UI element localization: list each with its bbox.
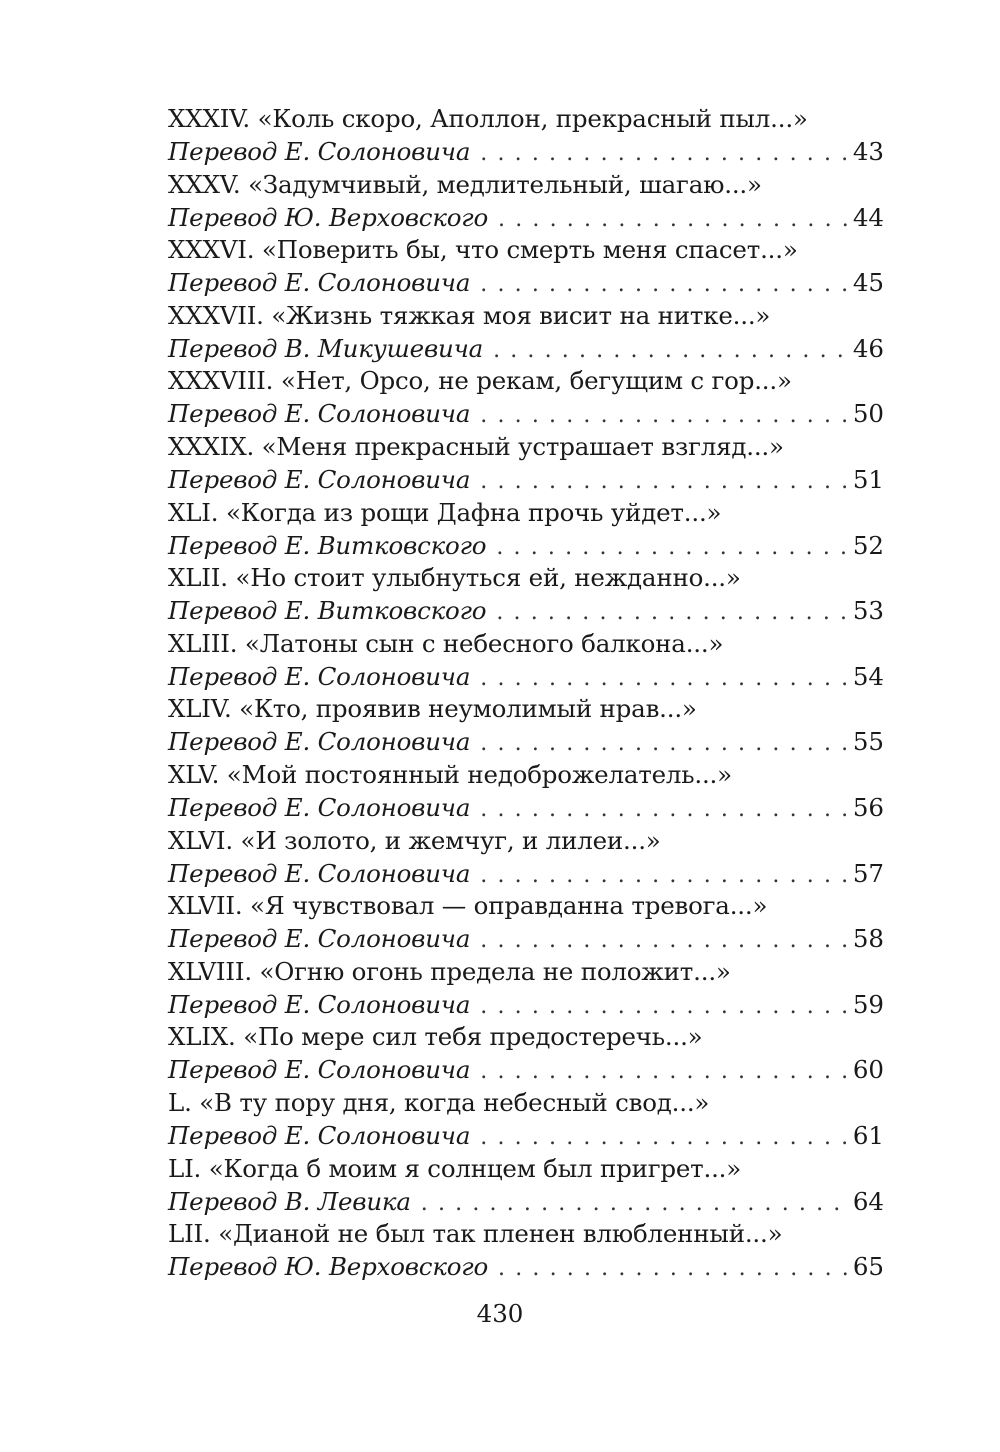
toc-entry <box>168 234 884 300</box>
translator-line <box>168 1053 884 1086</box>
table-of-contents <box>168 103 884 1284</box>
dot-leader <box>480 399 847 432</box>
translator-name: Перевод Е. Витковского <box>168 596 487 626</box>
toc-entry <box>168 103 884 169</box>
poem-title: XLI. «Когда из рощи Дафна прочь уйдет...» <box>168 497 722 527</box>
entry-page-number: 56 <box>852 792 884 822</box>
poem-title: XXXIV. «Коль скоро, Аполлон, прекрасный пыл...» <box>168 104 808 133</box>
translator-name: Перевод Е. Солоновича <box>168 399 471 429</box>
dot-leader <box>421 1187 847 1220</box>
translator-line <box>168 201 884 234</box>
poem-title: XXXVII. «Жизнь тяжкая моя висит на нитке...» <box>168 300 771 330</box>
translator-name: Перевод Е. Солоновича <box>168 989 471 1019</box>
dot-leader <box>498 1252 847 1285</box>
entry-page-number: 44 <box>852 202 884 232</box>
entry-page-number: 58 <box>852 924 884 954</box>
translator-name: Перевод Е. Солоновича <box>168 858 471 888</box>
translator-line <box>168 988 884 1021</box>
toc-entry <box>168 1153 884 1219</box>
entry-page-number: 55 <box>852 727 884 757</box>
translator-name: Перевод Е. Солоновича <box>168 1120 471 1150</box>
poem-title: XLIX. «По мере сил тебя предостеречь...» <box>168 1022 703 1052</box>
translator-line <box>168 266 884 299</box>
toc-entry <box>168 300 884 366</box>
translator-name: Перевод Ю. Верховского <box>168 1252 489 1282</box>
translator-line <box>168 791 884 824</box>
entry-page-number: 52 <box>852 530 884 560</box>
translator-line <box>168 1119 884 1152</box>
poem-title: LI. «Когда б моим я солнцем был пригрет...» <box>168 1153 742 1183</box>
toc-entry <box>168 431 884 497</box>
poem-title: XLVI. «И золото, и жемчуг, и лилеи...» <box>168 825 661 855</box>
entry-page-number: 64 <box>852 1186 884 1216</box>
poem-title: L. «В ту пору дня, когда небесный свод...» <box>168 1087 710 1117</box>
dot-leader <box>480 465 847 498</box>
dot-leader <box>496 531 846 564</box>
translator-line <box>168 529 884 562</box>
poem-title: XXXIX. «Меня прекрасный устрашает взгляд...» <box>168 431 784 461</box>
entry-page-number: 46 <box>852 333 884 363</box>
entry-page-number: 57 <box>852 858 884 888</box>
translator-name: Перевод Ю. Верховского <box>168 202 489 232</box>
dot-leader <box>480 1121 847 1154</box>
dot-leader <box>480 662 847 695</box>
dot-leader <box>480 990 847 1023</box>
poem-title: LII. «Дианой не был так пленен влюбленный...» <box>168 1219 783 1249</box>
entry-page-number: 53 <box>852 596 884 626</box>
toc-entry <box>168 1218 884 1284</box>
toc-entry <box>168 759 884 825</box>
poem-title: XXXVI. «Поверить бы, что смерть меня спасет...» <box>168 235 798 265</box>
translator-name: Перевод Е. Солоновича <box>168 661 471 691</box>
poem-title: XLIII. «Латоны сын с небесного балкона...» <box>168 628 724 658</box>
translator-line <box>168 135 884 168</box>
translator-line <box>168 660 884 693</box>
translator-name: Перевод Е. Солоновича <box>168 268 471 298</box>
translator-line <box>168 397 884 430</box>
entry-page-number: 60 <box>852 1055 884 1085</box>
dot-leader <box>498 203 847 236</box>
toc-entry <box>168 497 884 563</box>
translator-line <box>168 463 884 496</box>
dot-leader <box>493 334 847 367</box>
poem-title: XXXV. «Задумчивый, медлительный, шагаю...» <box>168 169 762 199</box>
entry-page-number: 51 <box>852 464 884 494</box>
entry-page-number: 61 <box>852 1120 884 1150</box>
dot-leader <box>480 268 847 301</box>
toc-entry <box>168 956 884 1022</box>
toc-entry <box>168 1087 884 1153</box>
entry-page-number: 43 <box>852 137 884 166</box>
dot-leader <box>480 793 847 826</box>
translator-name: Перевод В. Микушевича <box>168 333 484 363</box>
translator-name: Перевод Е. Солоновича <box>168 1055 471 1085</box>
poem-title: XXXVIII. «Нет, Орсо, не рекам, бегущим с гор...» <box>168 366 792 396</box>
toc-entry <box>168 365 884 431</box>
translator-line <box>168 1250 884 1283</box>
entry-page-number: 45 <box>852 268 884 298</box>
dot-leader <box>480 859 847 892</box>
entry-page-number: 54 <box>852 661 884 691</box>
toc-entry <box>168 562 884 628</box>
translator-line <box>168 594 884 627</box>
poem-title: XLVIII. «Огню огонь предела не положит...» <box>168 956 731 986</box>
dot-leader <box>480 727 847 760</box>
translator-line <box>168 857 884 890</box>
toc-entry <box>168 890 884 956</box>
dot-leader <box>480 1055 847 1088</box>
entry-page-number: 65 <box>852 1252 884 1282</box>
poem-title: XLII. «Но стоит улыбнуться ей, нежданно...» <box>168 563 741 593</box>
translator-name: Перевод Е. Витковского <box>168 530 487 560</box>
translator-name: Перевод Е. Солоновича <box>168 137 471 166</box>
dot-leader <box>496 596 846 629</box>
poem-title: XLIV. «Кто, проявив неумолимый нрав...» <box>168 694 697 724</box>
poem-title: XLV. «Мой постоянный недоброжелатель...» <box>168 759 732 789</box>
toc-entry <box>168 1021 884 1087</box>
toc-entry <box>168 628 884 694</box>
translator-line <box>168 922 884 955</box>
poem-title: XLVII. «Я чувствовал — оправданна тревога...» <box>168 891 768 921</box>
translator-name: Перевод Е. Солоновича <box>168 727 471 757</box>
translator-name: Перевод Е. Солоновича <box>168 464 471 494</box>
toc-entry <box>168 169 884 235</box>
translator-line <box>168 725 884 758</box>
dot-leader <box>480 137 847 170</box>
translator-line <box>168 332 884 365</box>
translator-name: Перевод В. Левика <box>168 1186 411 1216</box>
translator-name: Перевод Е. Солоновича <box>168 792 471 822</box>
toc-entry <box>168 693 884 759</box>
translator-name: Перевод Е. Солоновича <box>168 924 471 954</box>
translator-line <box>168 1185 884 1218</box>
toc-entry <box>168 825 884 891</box>
page-number: 430 <box>476 1299 524 1328</box>
dot-leader <box>480 924 847 957</box>
entry-page-number: 50 <box>852 399 884 429</box>
entry-page-number: 59 <box>852 989 884 1019</box>
